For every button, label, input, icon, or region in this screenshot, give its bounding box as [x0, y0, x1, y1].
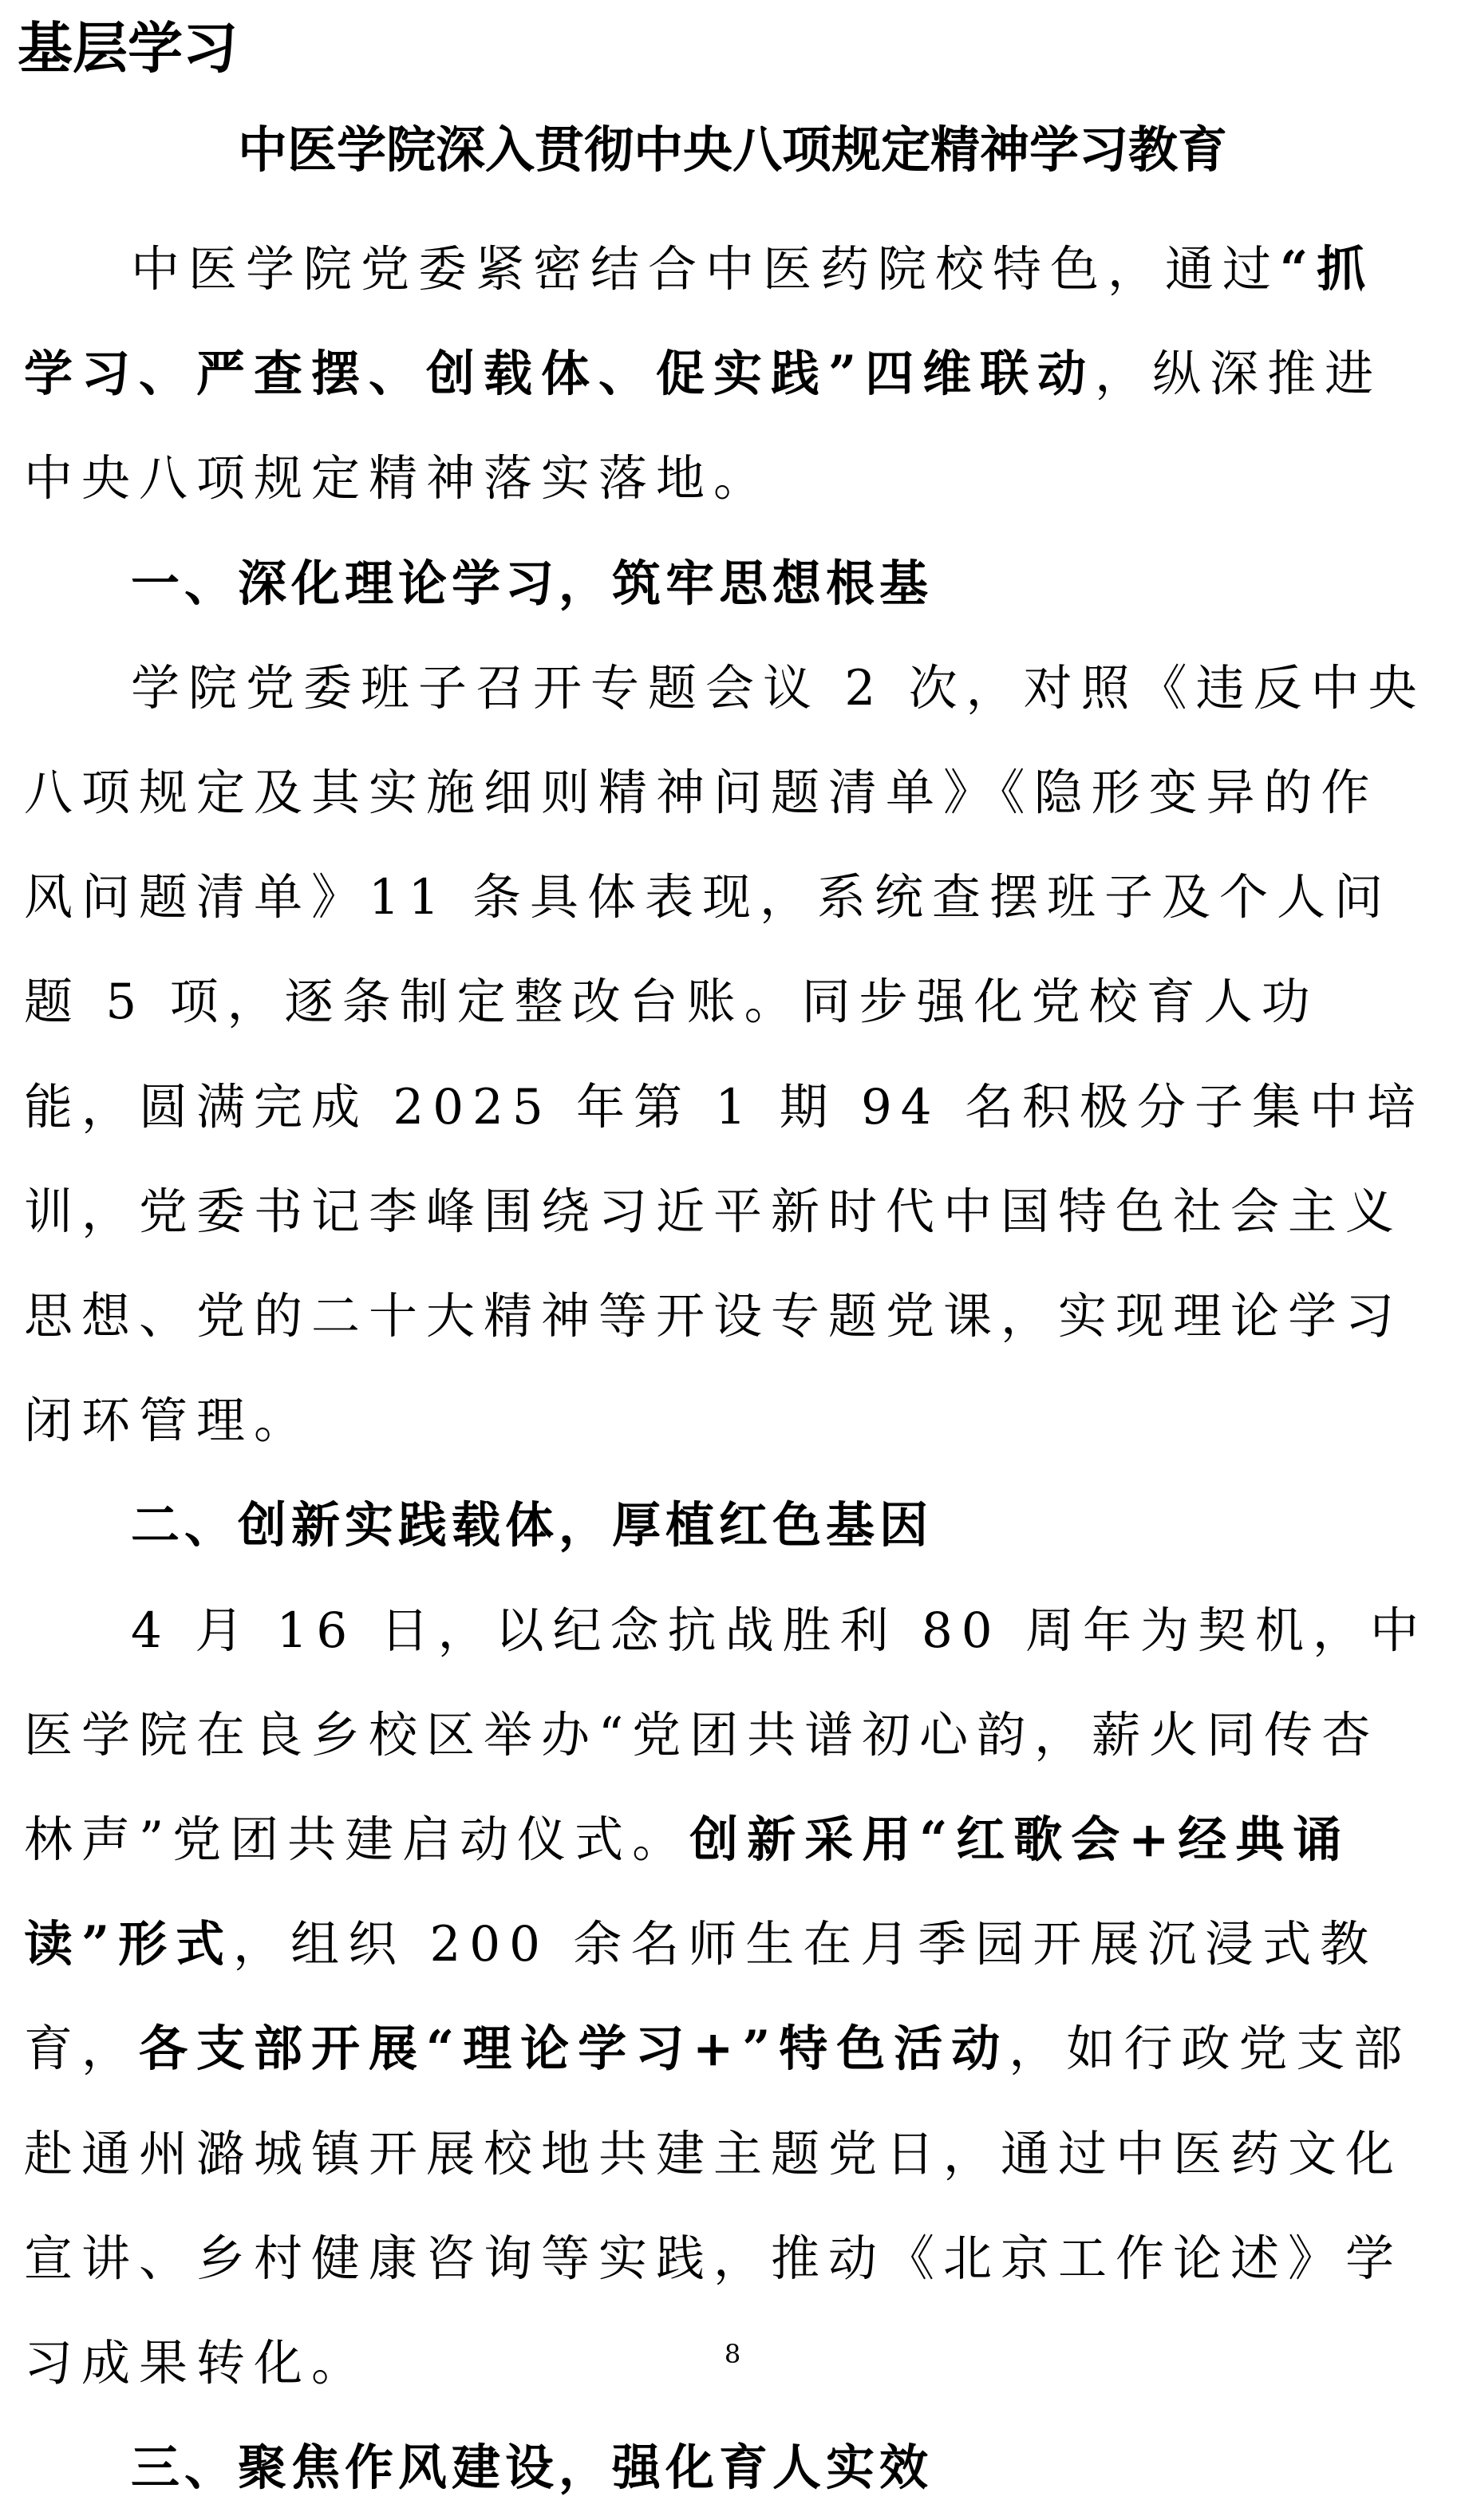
body-paragraph-2 — [24, 1578, 1430, 2416]
bold-text-run: 各支部开展“理论学习+”特色活动 — [139, 2020, 1009, 2078]
section-heading-2 — [24, 1473, 1430, 1578]
page-number: 8 — [724, 2339, 741, 2369]
article-title: 中医学院深入贯彻中央八项规定精神学习教育 — [237, 120, 1227, 179]
bold-text-run: 创新采用“红歌会+经典诵读”形式 — [24, 1811, 1351, 1973]
bold-text-run: “抓学习、严查摆、创载体、促实践”四维联动 — [24, 241, 1375, 403]
heading-text: 一、深化理论学习，筑牢思想根基 — [131, 555, 934, 612]
article-body — [24, 217, 1430, 2520]
text-run: ，组织 200 余名师生在月季园开展沉浸式教育， — [24, 1916, 1378, 2078]
section-heading-1 — [24, 531, 1430, 636]
section-label: 基层学习 — [18, 17, 238, 81]
text-run: 4 月 16 日，以纪念抗战胜利 80 周年为契机，中医学院在良乡校区举办“党团共谱初心韵，薪火同传杏林声”党团共建启动仪式。 — [24, 1602, 1428, 1869]
intro-paragraph — [24, 217, 1430, 531]
text-run: ，如行政党支部赴通州潞城镇开展校地共建主题党日，通过中医药文化宣讲、乡村健康咨询等实践，推动《北京工作论述》学习成果转化。 — [24, 2020, 1412, 2392]
text-run: 中医学院党委紧密结合中医药院校特色，通过 — [131, 241, 1281, 298]
body-paragraph-1 — [24, 636, 1430, 1474]
text-run: ，纵深推进中央八项规定精神落实落地。 — [24, 346, 1383, 508]
heading-text: 二、创新实践载体，厚植红色基因 — [131, 1497, 934, 1554]
text-run: 学院党委班子召开专题会议 2 次，对照《违反中央八项规定及其实施细则精神问题清单》《隐形变异的作风问题清单》11 条具体表现，系统查摆班子及个人问题 5 项，逐条制定整改台账。同步强化党校育人功能，圆满完成 2025 年第 1 期 94 名积极分子集中培训，党委书记李峰围绕习近平新时代中国特色社会主义思想、党的二十大精神等开设专题党课，实现理论学习闭环管理。 — [24, 659, 1426, 1450]
section-heading-3 — [24, 2415, 1430, 2520]
heading-text: 三、聚焦作风建设，强化育人实效 — [131, 2439, 934, 2497]
